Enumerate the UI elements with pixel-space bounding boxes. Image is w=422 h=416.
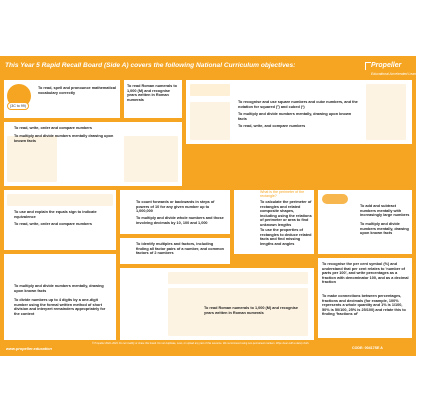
board-header-title: This Year 5 Rapid Recall Board (Side A) covers the following National Curriculum objectives: [5,62,296,69]
faded-grid [190,102,230,140]
panel-roman-numerals [124,80,182,118]
objective-mult-div-mental-3: To multiply and divide numbers mentally, drawing upon known facts [14,284,104,293]
panel-vocabulary [4,80,120,118]
orange-pill-icon [322,194,348,204]
objective-roman-numerals: To read Roman numerals to 1,000 (M) and recognise years written in Roman numerals [127,84,177,102]
panel-powers-of-ten [120,190,230,234]
objective-add-subtract: To add and subtract numbers mentally with increasingly large numbers [360,204,410,218]
objective-percent-connections: To make connections between percentages, fractions and decimals (for example, 100% represents a whole quantity and 1% is 1/100, 50% is 50/100, 25% is 25/100) and relate this to finding 'fractions of' [322,294,406,317]
faded-perimeter-question: What is the perimeter of the rectangle? [260,190,305,199]
faded-grid [124,136,178,182]
panel-multiples-factors [120,238,230,264]
objective-perimeter: To calculate the perimeter of rectangles and related composite shapes, including using the relations of perimeter or area to find unknown lengths [260,200,312,227]
footer-copyright: © Propeller 2022–2023. Do not modify or share this board. Do not duplicate, scan, or upload any part of this resource. We recommend using non-permanent markers. Wipe clean with a damp cloth. [92,342,310,345]
objective-count-powers: To count forwards or backwards in steps of powers of 10 for any given number up to 1,000,000 [136,200,215,214]
objective-rectangle-properties: To use the properties of rectangles to deduce related facts and find missing lengths and angles [260,228,312,246]
objective-squares-cubes: To recognise and use square numbers and cube numbers, and the notation for squared (²) and cubed (³) [238,100,358,109]
objective-vocabulary: To read, spell and pronounce mathematical vocabulary correctly [38,86,116,95]
objective-read-write-compare-1: To read, write, order and compare numbers [14,126,92,130]
logo-name: Propeller [371,62,402,69]
objective-percent-symbol: To recognise the per cent symbol (%) and understand that per cent relates to 'number of parts per 100', and write percentages as a fraction with denominator 100, and as a decimal fraction [322,262,409,285]
panel-squares-cubes [186,80,412,144]
objective-read-write-order-compare: To read, write, order and compare numbers [14,222,92,226]
panel-perimeter [234,190,314,254]
objective-equals-sign: To use and explain the equals sign to indicate equivalence [14,210,97,219]
objective-divide-4digit: To divide numbers up to 4 digits by a one-digit number using the formal written method of short division and interpret remainders appropriately for the context [14,298,106,316]
objective-mult-div-known-facts: To multiply and divide numbers mentally, drawing upon known facts [238,112,352,121]
panel-add-subtract [318,190,412,254]
panel-roman-numerals-b [120,268,314,340]
footer-code: CODE: 00417SE A [352,346,383,350]
panel-percentages [318,258,412,338]
faded-grid [168,272,308,284]
range-badge: (3C to 99) [7,102,29,110]
panel-read-write-compare [4,122,182,186]
faded-grid [190,84,230,96]
panel-division [4,254,116,340]
objective-multiples-factors: To identify multiples and factors, including finding all factor pairs of a number, and common factors of 2 numbers [136,242,224,256]
objective-mult-div-mental: To multiply and divide numbers mentally, drawing upon known facts [360,222,409,236]
footer-url: www.propeller.education [6,346,52,351]
panel-equals-sign [4,190,116,250]
objective-mult-div-10-100-1000: To multiply and divide whole numbers and those involving decimals by 10, 100 and 1,000 [136,216,224,225]
objective-roman-numerals-b: To read Roman numerals to 1,000 (M) and recognise years written in Roman numerals [204,306,299,315]
objective-mult-div-known-facts-2: To multiply and divide numbers mentally drawing upon known facts [14,134,114,143]
faded-grid [366,84,406,140]
objective-read-write-compare: To read, write, and compare numbers [238,124,306,128]
faded-grid [7,194,113,206]
logo-tagline: Educational Accelerated Learning [371,72,422,76]
